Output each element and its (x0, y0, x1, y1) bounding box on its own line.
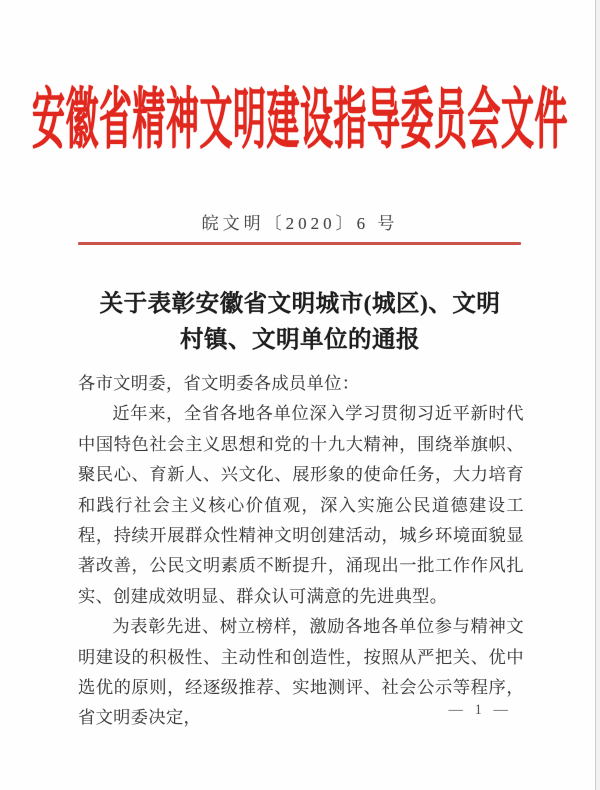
document-title (40, 286, 560, 358)
scan-edge-line (595, 0, 596, 790)
document-title-line2: 村镇、文明单位的通报 (180, 327, 420, 353)
document-reference-number: 皖文明〔2020〕6 号 (201, 214, 399, 233)
scan-edge-fill (596, 0, 600, 790)
page-number: — 1 — (448, 702, 512, 718)
red-divider-rule (78, 242, 521, 245)
letterhead-masthead (0, 79, 600, 158)
agency-name: 安徽省精神文明建设指导委员会文件 (32, 84, 568, 158)
document-body (78, 369, 524, 734)
body-paragraph: 近年来，全省各地各单位深入学习贯彻习近平新时代中国特色社会主义思想和党的十九大精神，围绕举旗帜、聚民心、育新人、兴文化、展形象的使命任务，大力培育和践行社会主义核心价值观，深入实施公民道德建设工程，持续开展群众性精神文明创建活动，城乡环境面貌显著改善，公民文明素质不断提升，涌现出一批工作作风扎实、创建成效明显、群众认可满意的先进典型。 (78, 404, 524, 606)
body-paragraph: 为表彰先进、树立榜样，激励各地各单位参与精神文明建设的积极性、主动性和创造性，按照从严把关、优中选优的原则，经逐级推荐、实地测评、社会公示等程序，省文明委决定， (78, 617, 524, 728)
salutation: 各市文明委，省文明委各成员单位： (78, 374, 360, 393)
document-title-line1: 关于表彰安徽省文明城市(城区)、文明 (99, 291, 501, 317)
